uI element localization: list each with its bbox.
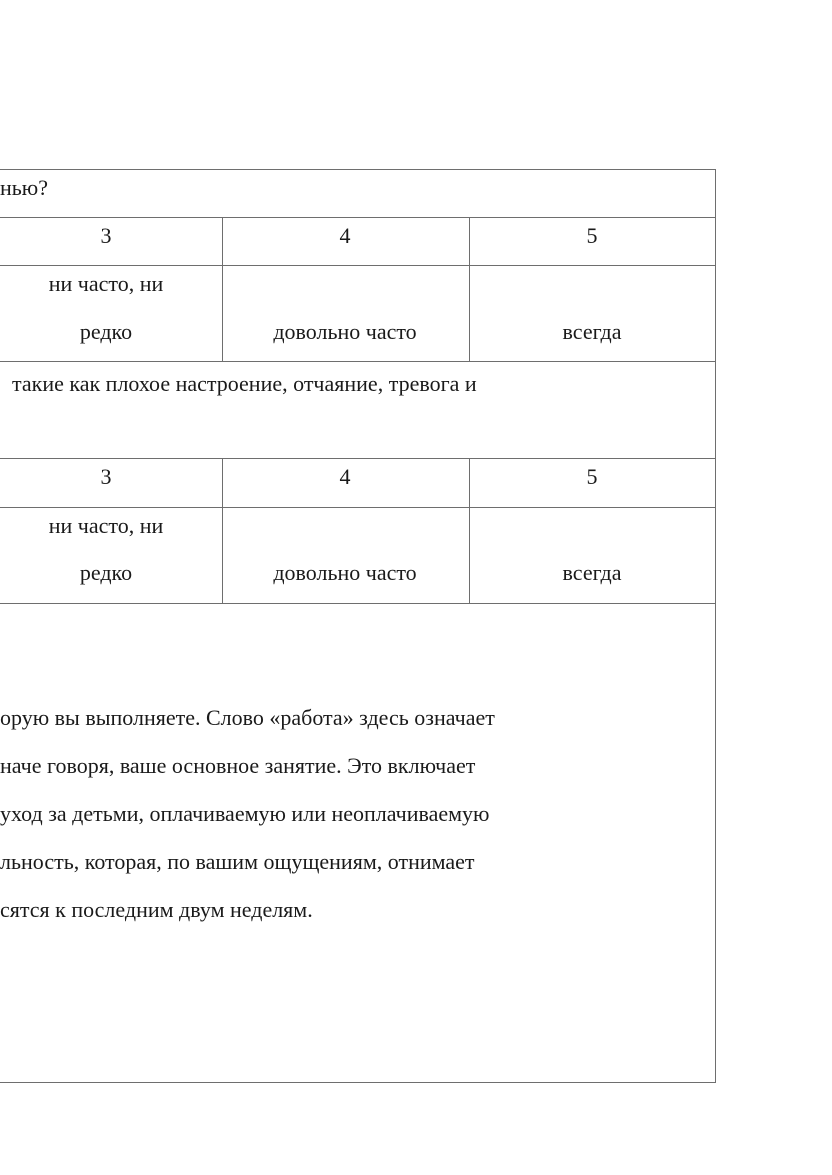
paragraph-line-2: наче говоря, ваше основное занятие. Это включает xyxy=(0,753,476,778)
row-divider xyxy=(0,507,716,508)
question-2-text: такие как плохое настроение, отчаяние, тревога и xyxy=(12,371,477,396)
scale-2-number-5: 5 xyxy=(586,464,598,489)
scale-2-number-4: 4 xyxy=(339,464,351,489)
row-divider xyxy=(0,458,716,459)
row-divider xyxy=(0,603,716,604)
scale-2-label-4: довольно часто xyxy=(273,560,417,585)
paragraph-line-5: сятся к последним двум неделям. xyxy=(0,897,313,922)
column-divider xyxy=(222,217,223,362)
paragraph-line-3: уход за детьми, оплачиваемую или неоплачиваемую xyxy=(0,801,490,826)
column-divider xyxy=(222,458,223,604)
scale-2-label-3-line1: ни часто, ни xyxy=(48,513,164,538)
row-divider xyxy=(0,361,716,362)
scale-2-label-3-line2: редко xyxy=(79,560,133,585)
scale-1-number-3: 3 xyxy=(100,223,112,248)
scale-1-label-5: всегда xyxy=(562,319,622,344)
scale-1-label-3-line1: ни часто, ни xyxy=(48,271,164,296)
scale-1-number-4: 4 xyxy=(339,223,351,248)
row-divider xyxy=(0,217,716,218)
scale-2-label-5: всегда xyxy=(562,560,622,585)
column-divider xyxy=(469,458,470,604)
question-1-text: нью? xyxy=(0,175,49,200)
scale-1-number-5: 5 xyxy=(586,223,598,248)
column-divider xyxy=(469,217,470,362)
scale-2-number-3: 3 xyxy=(100,464,112,489)
row-divider xyxy=(0,265,716,266)
scale-1-label-4: довольно часто xyxy=(273,319,417,344)
paragraph-line-4: льность, которая, по вашим ощущениям, отнимает xyxy=(0,849,475,874)
paragraph-line-1: орую вы выполняете. Слово «работа» здесь означает xyxy=(0,705,495,730)
questionnaire-table xyxy=(0,169,716,1083)
scale-1-label-3-line2: редко xyxy=(79,319,133,344)
